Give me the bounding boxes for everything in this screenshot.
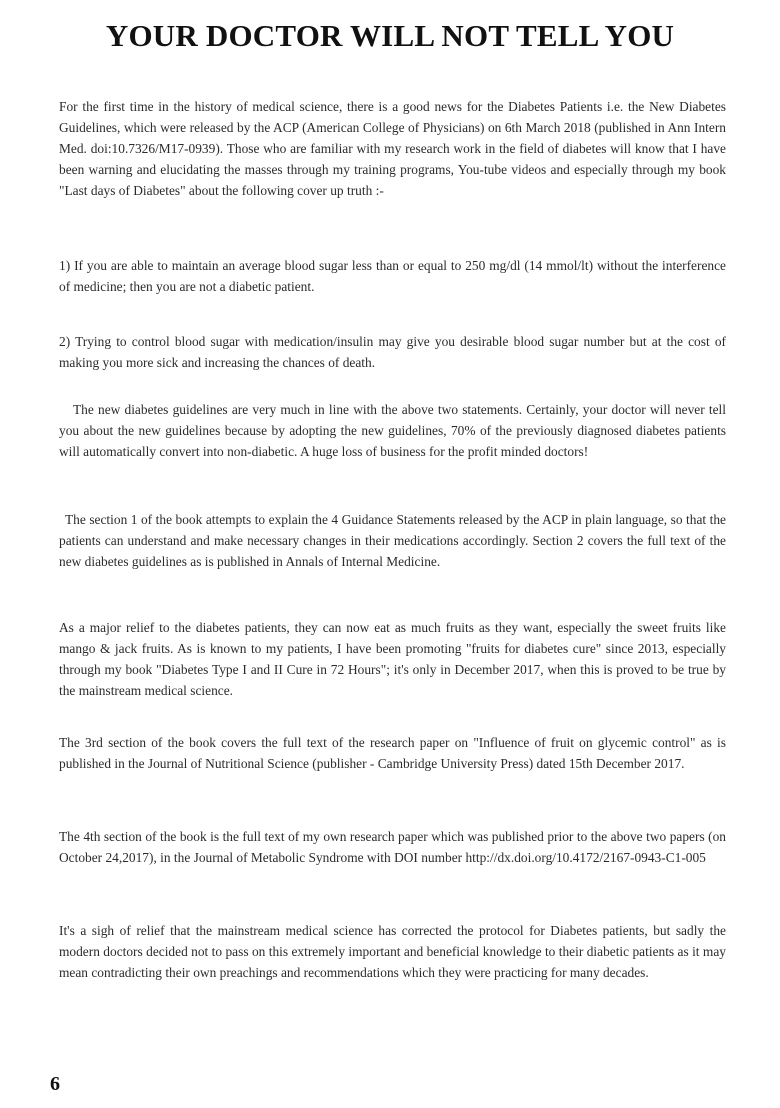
paragraph-guidelines: The new diabetes guidelines are very much in line with the above two statements. Certainly, your doctor will never tell you about the new guidelines because by adopting the new guidelines, 70% of the previously diagnosed diabetes patients will automatically convert into non-diabetic. A huge loss of business for the profit minded doctors! xyxy=(59,402,726,459)
paragraph-intro: For the first time in the history of medical science, there is a good news for the Diabetes Patients i.e. the New Diabetes Guidelines, which were released by the ACP (American College of Physicians) on 6th March 2018 (published in Ann Intern Med. doi:10.7326/M17-0939). Those who are familiar with my research work in the field of diabetes will know that I have been warning and elucidating the masses through my training programs, You-tube videos and especially through my book "Last days of Diabetes" about the following cover up truth :- xyxy=(59,99,726,198)
paragraph-point-1: 1) If you are able to maintain an average blood sugar less than or equal to 250 mg/dl (14 mmol/lt) without the interference of medicine; then you are not a diabetic patient. xyxy=(59,258,726,294)
paragraph-section-3: The 3rd section of the book covers the full text of the research paper on "Influence of fruit on glycemic control" as is published in the Journal of Nutritional Science (publisher - Cambridge University Press) dated 15th December 2017. xyxy=(59,735,726,771)
paragraph-fruits: As a major relief to the diabetes patients, they can now eat as much fruits as they want, especially the sweet fruits like mango & jack fruits. As is known to my patients, I have been promoting "fruits for diabetes cure" since 2013, especially through my book "Diabetes Type I and II Cure in 72 Hours"; it's only in December 2017, when this is proved to be true by the mainstream medical science. xyxy=(59,620,726,698)
page-title: YOUR DOCTOR WILL NOT TELL YOU xyxy=(105,18,675,53)
paragraph-point-2: 2) Trying to control blood sugar with medication/insulin may give you desirable blood sugar number but at the cost of making you more sick and increasing the chances of death. xyxy=(59,334,726,370)
paragraph-conclusion: It's a sigh of relief that the mainstream medical science has corrected the protocol for Diabetes patients, but sadly the modern doctors decided not to pass on this extremely important and beneficial knowledge to their diabetic patients as it may mean contradicting their own preachings and recommendations which they were practicing for many decades. xyxy=(59,923,726,980)
paragraph-section-1-2: The section 1 of the book attempts to explain the 4 Guidance Statements released by the ACP in plain language, so that the patients can understand and make necessary changes in their medications accordingly. Section 2 covers the full text of the new diabetes guidelines as is published in Annals of Internal Medicine. xyxy=(59,512,726,569)
paragraph-section-4: The 4th section of the book is the full text of my own research paper which was published prior to the above two papers (on October 24,2017), in the Journal of Metabolic Syndrome with DOI number http://dx.doi.org/10.4172/2167-0943-C1-005 xyxy=(59,829,726,865)
page-number: 6 xyxy=(50,1073,60,1095)
